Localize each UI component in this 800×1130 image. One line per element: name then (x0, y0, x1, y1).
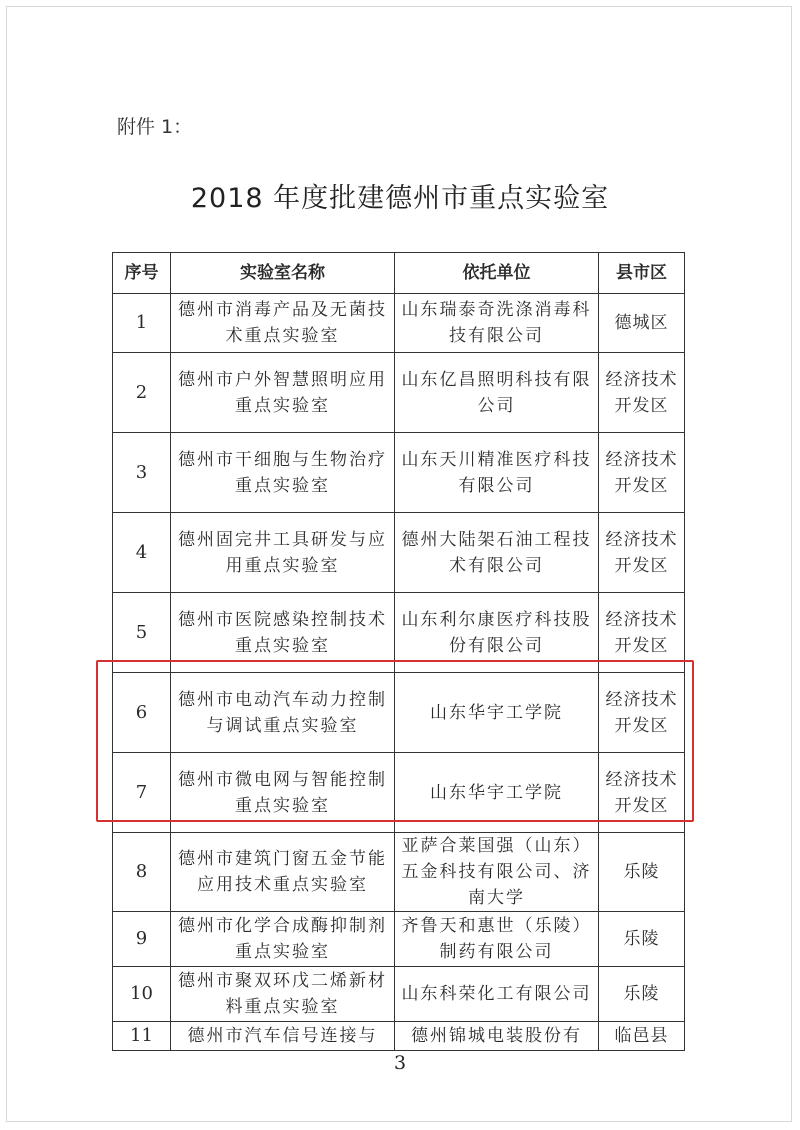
cell-county: 经济技术开发区 (599, 353, 685, 433)
cell-seq: 7 (113, 753, 171, 833)
cell-seq: 5 (113, 593, 171, 673)
cell-county: 乐陵 (599, 967, 685, 1022)
cell-county: 乐陵 (599, 912, 685, 967)
cell-lab-name: 德州市化学合成酶抑制剂重点实验室 (171, 912, 395, 967)
cell-county: 经济技术开发区 (599, 433, 685, 513)
cell-organization: 山东瑞泰奇洗涤消毒科技有限公司 (395, 294, 599, 353)
table-row (113, 513, 685, 593)
lab-table (112, 252, 685, 1051)
cell-county: 经济技术开发区 (599, 513, 685, 593)
cell-organization: 山东华宇工学院 (395, 673, 599, 753)
header-organization: 依托单位 (395, 253, 599, 294)
red-highlight-box (96, 660, 694, 822)
table-row (113, 833, 685, 912)
cell-lab-name: 德州市消毒产品及无菌技术重点实验室 (171, 294, 395, 353)
cell-lab-name: 德州市汽车信号连接与 (171, 1022, 395, 1051)
cell-lab-name: 德州市电动汽车动力控制与调试重点实验室 (171, 673, 395, 753)
table-row (113, 294, 685, 353)
page-number: 3 (393, 1052, 407, 1074)
table-row (113, 433, 685, 513)
cell-lab-name: 德州市医院感染控制技术重点实验室 (171, 593, 395, 673)
cell-seq: 10 (113, 967, 171, 1022)
cell-seq: 6 (113, 673, 171, 753)
cell-lab-name: 德州市微电网与智能控制重点实验室 (171, 753, 395, 833)
cell-seq: 8 (113, 833, 171, 912)
cell-organization: 德州大陆架石油工程技术有限公司 (395, 513, 599, 593)
cell-lab-name: 德州市建筑门窗五金节能应用技术重点实验室 (171, 833, 395, 912)
cell-seq: 3 (113, 433, 171, 513)
cell-seq: 4 (113, 513, 171, 593)
cell-organization: 山东天川精准医疗科技有限公司 (395, 433, 599, 513)
cell-seq: 1 (113, 294, 171, 353)
cell-organization: 山东科荣化工有限公司 (395, 967, 599, 1022)
table-row (113, 967, 685, 1022)
table-row (113, 1022, 685, 1051)
cell-organization: 齐鲁天和惠世（乐陵）制药有限公司 (395, 912, 599, 967)
document-title: 2018 年度批建德州市重点实验室 (190, 183, 610, 214)
cell-county: 经济技术开发区 (599, 673, 685, 753)
cell-seq: 11 (113, 1022, 171, 1051)
cell-lab-name: 德州固完井工具研发与应用重点实验室 (171, 513, 395, 593)
header-county: 县市区 (599, 253, 685, 294)
header-seq: 序号 (113, 253, 171, 294)
cell-county: 德城区 (599, 294, 685, 353)
cell-lab-name: 德州市聚双环戊二烯新材料重点实验室 (171, 967, 395, 1022)
cell-organization: 山东华宇工学院 (395, 753, 599, 833)
cell-lab-name: 德州市户外智慧照明应用重点实验室 (171, 353, 395, 433)
table-row (113, 912, 685, 967)
cell-organization: 山东亿昌照明科技有限公司 (395, 353, 599, 433)
header-lab-name: 实验室名称 (171, 253, 395, 294)
cell-seq: 2 (113, 353, 171, 433)
attachment-label: 附件 1： (117, 116, 193, 138)
cell-county: 经济技术开发区 (599, 593, 685, 673)
cell-organization: 山东利尔康医疗科技股份有限公司 (395, 593, 599, 673)
cell-county: 经济技术开发区 (599, 753, 685, 833)
cell-organization: 德州锦城电装股份有 (395, 1022, 599, 1051)
table-header-row (113, 253, 685, 294)
cell-organization: 亚萨合莱国强（山东）五金科技有限公司、济南大学 (395, 833, 599, 912)
cell-county: 临邑县 (599, 1022, 685, 1051)
cell-county: 乐陵 (599, 833, 685, 912)
cell-lab-name: 德州市干细胞与生物治疗重点实验室 (171, 433, 395, 513)
table-row (113, 353, 685, 433)
cell-seq: 9 (113, 912, 171, 967)
